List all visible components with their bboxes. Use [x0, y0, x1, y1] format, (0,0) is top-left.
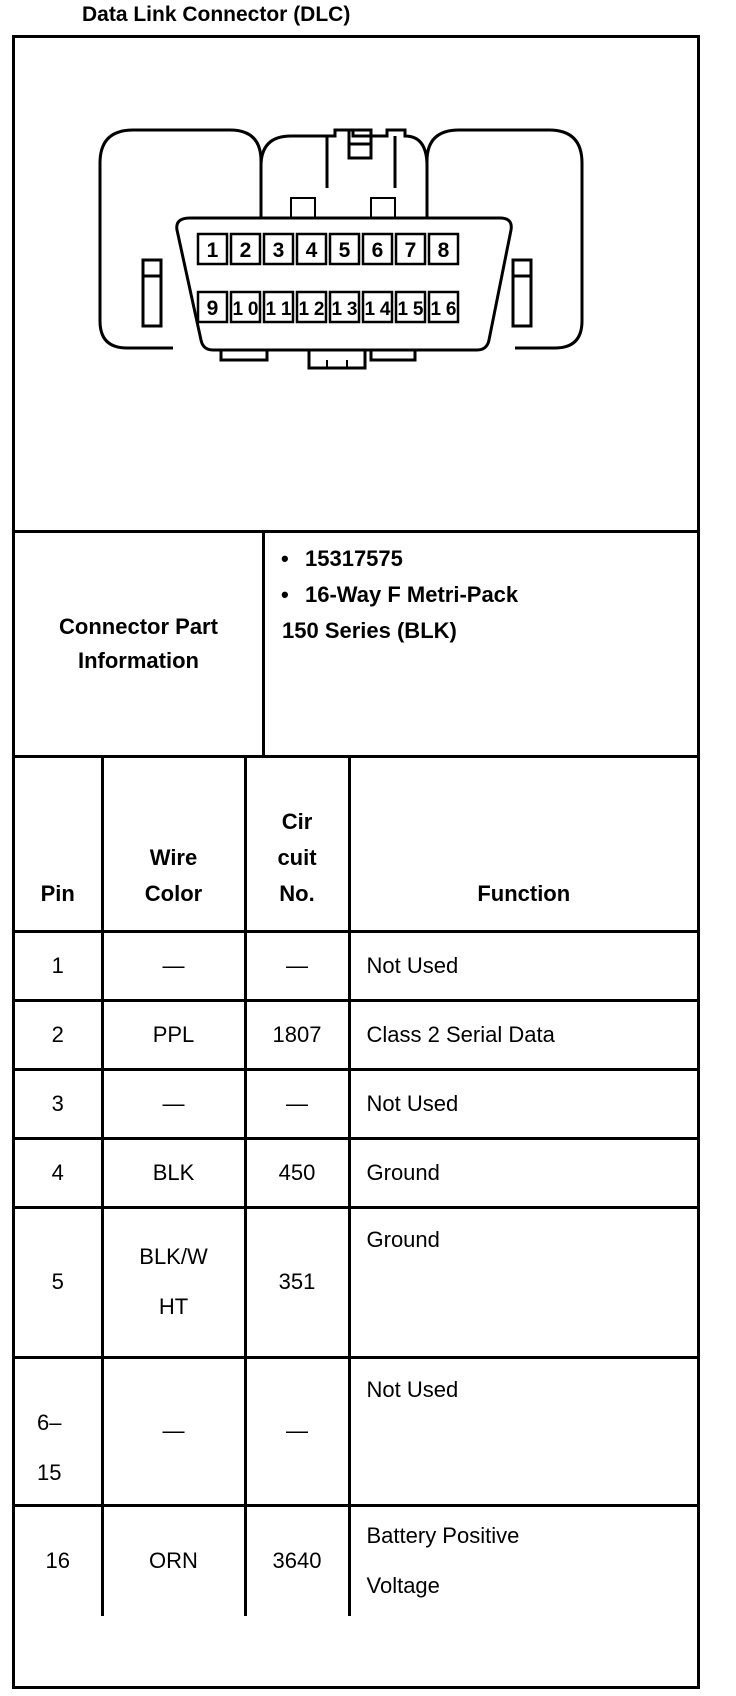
pin-cell: 5 [15, 1207, 102, 1357]
pin-number-12: 12 [298, 299, 325, 320]
pin-number-16: 16 [430, 299, 457, 320]
circuit-cell: 450 [245, 1138, 349, 1207]
function-cell: Not Used [349, 1357, 697, 1505]
function-cell: Ground [349, 1138, 697, 1207]
page-title: Data Link Connector (DLC) [82, 3, 351, 26]
pin-number-4: 4 [305, 239, 318, 262]
wire-color-cell: PPL [102, 1000, 245, 1069]
pin-number-2: 2 [239, 239, 252, 262]
pin-number-14: 14 [364, 299, 391, 320]
function-cell: Not Used [349, 1069, 697, 1138]
circuit-cell: 1807 [245, 1000, 349, 1069]
circuit-cell: — [245, 931, 349, 1000]
function-cell: Ground [349, 1207, 697, 1357]
part-number: 15317575 [305, 546, 403, 571]
header-function: Function [349, 758, 697, 931]
pin-cell: 3 [15, 1069, 102, 1138]
circuit-cell: 351 [245, 1207, 349, 1357]
header-circuit-no: Cir cuit No. [245, 758, 349, 931]
table-header-row [15, 758, 697, 931]
bullet-icon: • [281, 546, 289, 571]
wire-color-cell: — [102, 931, 245, 1000]
pin-cell: 2 [15, 1000, 102, 1069]
pin-number-3: 3 [272, 239, 285, 262]
bullet-icon: • [281, 582, 289, 607]
pin-cell: 4 [15, 1138, 102, 1207]
pin-number-7: 7 [404, 239, 417, 262]
pin-number-15: 15 [397, 299, 424, 320]
table-row [15, 1138, 697, 1207]
table-row [15, 1505, 697, 1616]
pin-number-5: 5 [338, 239, 351, 262]
connector-type: 16-Way F Metri-Pack [305, 582, 519, 607]
wire-color-cell: BLK [102, 1138, 245, 1207]
pin-cell: 6– 15 [15, 1357, 102, 1505]
header-wire-color: Wire Color [102, 758, 245, 931]
pin-cell: 1 [15, 931, 102, 1000]
part-info-label-line2: Information [77, 648, 199, 673]
wire-color-cell: ORN [102, 1505, 245, 1616]
circuit-cell: — [245, 1357, 349, 1505]
part-number-item [265, 541, 690, 577]
connector-drawing [15, 38, 697, 530]
connector-center-housing [261, 130, 427, 218]
connector-type-item [265, 577, 690, 613]
table-row [15, 1207, 697, 1357]
pin-number-6: 6 [371, 239, 384, 262]
table-row [15, 1069, 697, 1138]
pin-table [15, 758, 697, 1616]
part-info-row [15, 533, 697, 758]
connector-table [12, 35, 700, 1689]
connector-diagram [15, 38, 697, 533]
part-info-label-line1: Connector Part [59, 614, 218, 639]
pin-cell: 16 [15, 1505, 102, 1616]
wire-color-cell: — [102, 1069, 245, 1138]
wire-color-cell: BLK/W HT [102, 1207, 245, 1357]
part-info-values [265, 541, 690, 649]
function-cell: Class 2 Serial Data [349, 1000, 697, 1069]
circuit-cell: — [245, 1069, 349, 1138]
connector-series: 150 Series (BLK) [282, 618, 457, 643]
pin-number-11: 11 [265, 299, 292, 320]
pin-number-1: 1 [206, 239, 219, 262]
pin-number-10: 10 [232, 299, 259, 320]
pin-number-13: 13 [331, 299, 358, 320]
table-row [15, 1000, 697, 1069]
function-cell: Battery Positive Voltage [366, 1523, 520, 1599]
table-row [15, 931, 697, 1000]
connector-left-key [143, 260, 161, 326]
table-row [15, 1357, 697, 1505]
wire-color-cell: — [102, 1357, 245, 1505]
pin-number-8: 8 [437, 239, 450, 262]
header-pin: Pin [15, 758, 102, 931]
pin-number-9: 9 [206, 297, 219, 320]
circuit-cell: 3640 [245, 1505, 349, 1616]
connector-right-key [513, 260, 531, 326]
part-info-label [15, 533, 265, 755]
function-cell: Not Used [349, 931, 697, 1000]
